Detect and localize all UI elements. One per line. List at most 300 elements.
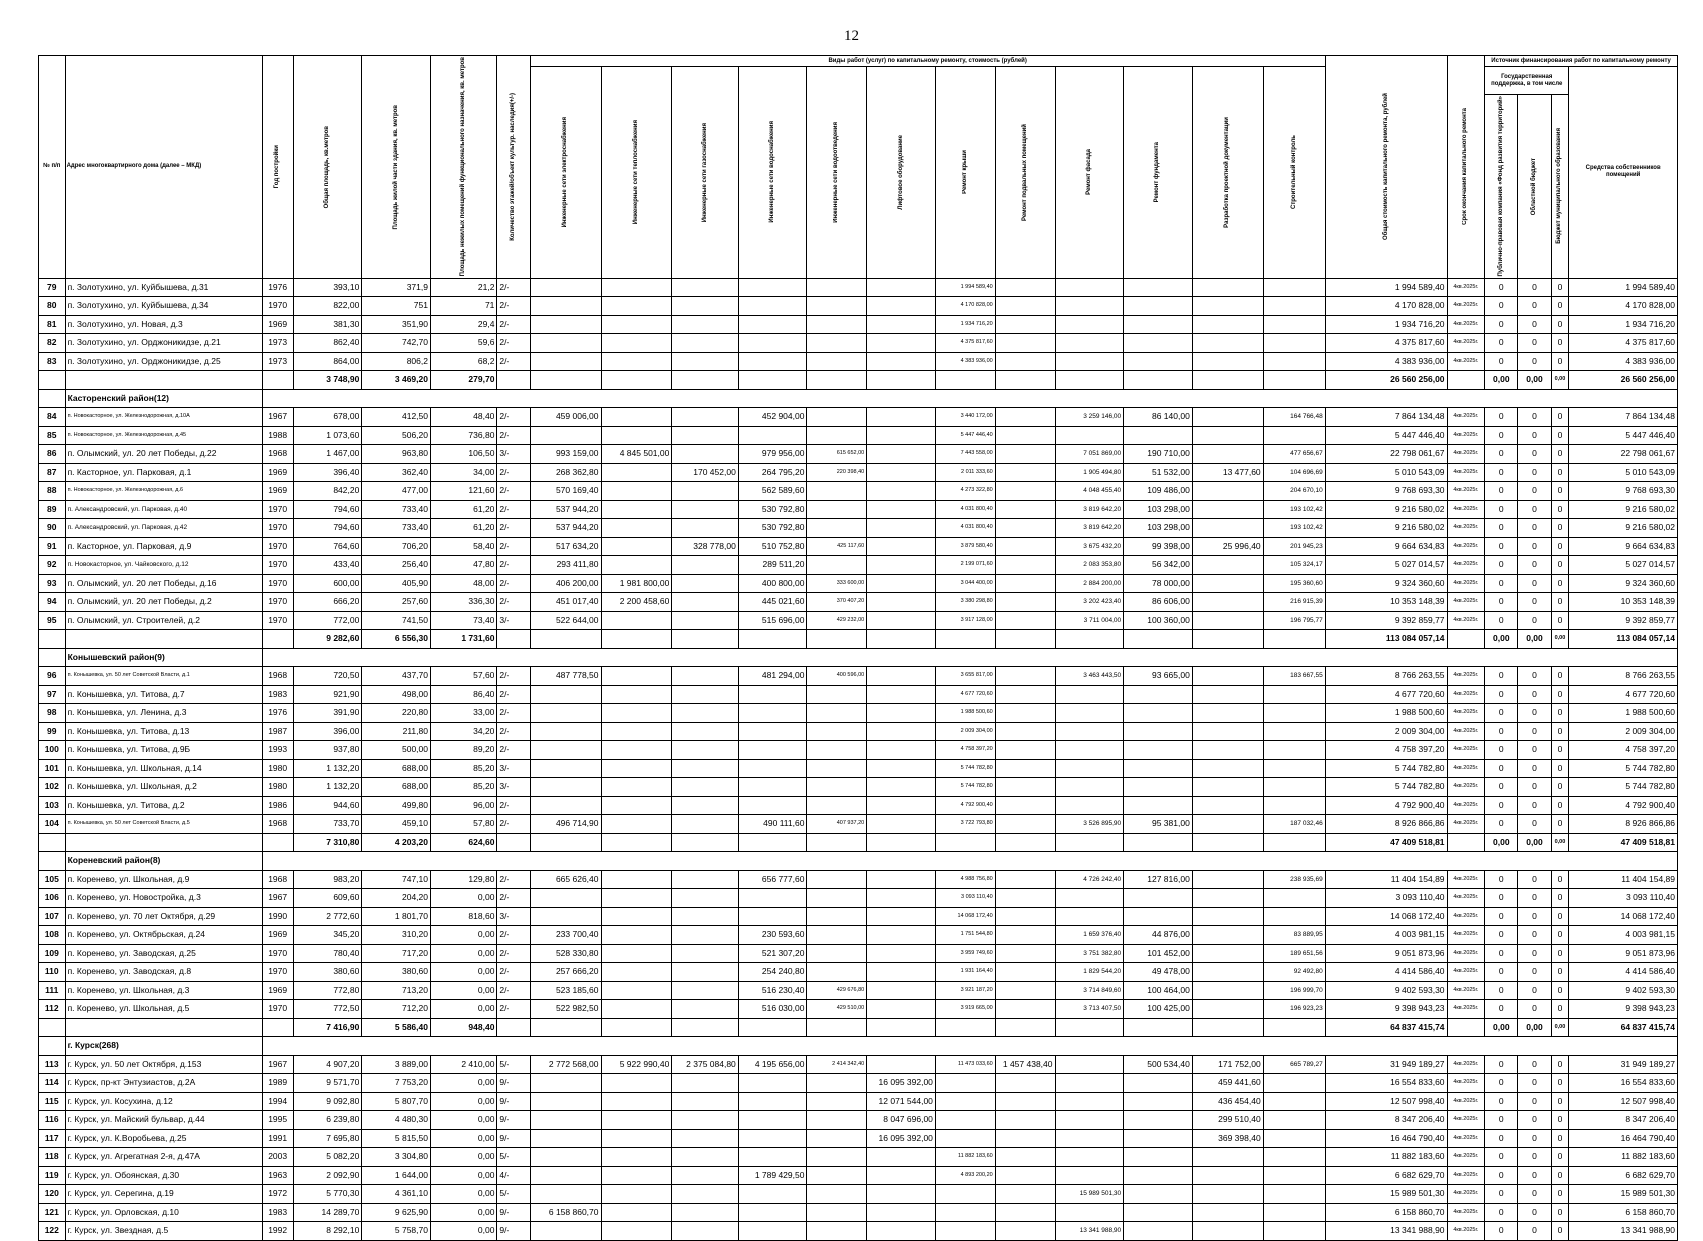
row-roof: 5 447 446,40 — [935, 426, 995, 445]
blank-cell — [1124, 630, 1193, 649]
row-project — [1192, 445, 1263, 464]
row-number: 106 — [39, 889, 66, 908]
row-floors: 2/- — [497, 926, 530, 945]
row-nonres-area: 129,80 — [430, 870, 496, 889]
row-facade — [1055, 1203, 1124, 1222]
row-roof: 4 273 322,80 — [935, 482, 995, 501]
table-row — [39, 463, 1678, 482]
row-region: 0 — [1518, 963, 1551, 982]
row-total-area: 921,90 — [293, 685, 362, 704]
row-owners: 16 554 833,60 — [1569, 1074, 1678, 1093]
row-total-cost: 10 353 148,39 — [1325, 593, 1447, 612]
row-municipal: 0 — [1551, 1203, 1569, 1222]
row-gas — [672, 445, 738, 464]
row-fund: 0 — [1485, 1074, 1518, 1093]
table-row — [39, 981, 1678, 1000]
row-owners: 2 009 304,00 — [1569, 722, 1678, 741]
row-control: 189 651,56 — [1263, 944, 1325, 963]
row-sewer — [807, 408, 867, 427]
row-lift — [867, 815, 936, 834]
row-year: 1994 — [262, 1092, 293, 1111]
row-control — [1263, 278, 1325, 297]
row-gas — [672, 889, 738, 908]
row-number: 96 — [39, 667, 66, 686]
row-living-area: 405,90 — [362, 574, 431, 593]
row-electric: 665 626,40 — [530, 870, 601, 889]
row-municipal: 0 — [1551, 334, 1569, 353]
row-owners: 3 093 110,40 — [1569, 889, 1678, 908]
row-roof — [935, 1129, 995, 1148]
row-total-area: 720,50 — [293, 667, 362, 686]
row-total-cost: 11 882 183,60 — [1325, 1148, 1447, 1167]
row-electric: 268 362,80 — [530, 463, 601, 482]
row-municipal: 0 — [1551, 1092, 1569, 1111]
row-control: 92 492,80 — [1263, 963, 1325, 982]
row-control — [1263, 722, 1325, 741]
row-year: 1969 — [262, 981, 293, 1000]
row-region: 0 — [1518, 741, 1551, 760]
row-project: 436 454,40 — [1192, 1092, 1263, 1111]
district-header-row — [39, 648, 1678, 667]
row-basement — [995, 870, 1055, 889]
table-row — [39, 685, 1678, 704]
blank-cell — [935, 1018, 995, 1037]
row-sewer: 370 407,20 — [807, 593, 867, 612]
row-total-area: 393,10 — [293, 278, 362, 297]
row-deadline: 4кв.2025г. — [1447, 1148, 1485, 1167]
row-region: 0 — [1518, 944, 1551, 963]
row-year: 1970 — [262, 593, 293, 612]
row-floors: 4/- — [497, 1166, 530, 1185]
row-project — [1192, 593, 1263, 612]
row-address: п. Коренево, ул. Заводская, д.25 — [65, 944, 262, 963]
row-lift — [867, 352, 936, 371]
row-roof: 3 722 793,80 — [935, 815, 995, 834]
table-row — [39, 1148, 1678, 1167]
row-facade — [1055, 741, 1124, 760]
row-fund: 0 — [1485, 556, 1518, 575]
row-deadline: 4кв.2025г. — [1447, 1166, 1485, 1185]
row-heat — [601, 1092, 672, 1111]
blank-cell — [867, 371, 936, 390]
header-w-control: Строительный контроль — [1290, 135, 1297, 210]
row-deadline: 4кв.2025г. — [1447, 1129, 1485, 1148]
row-fund: 0 — [1485, 426, 1518, 445]
row-total-cost: 16 554 833,60 — [1325, 1074, 1447, 1093]
blank-cell — [601, 1018, 672, 1037]
row-total-area: 6 239,80 — [293, 1111, 362, 1130]
blank-cell — [601, 371, 672, 390]
row-address: п. Коренево, ул. Октябрьская, д.24 — [65, 926, 262, 945]
row-foundation: 100 360,00 — [1124, 611, 1193, 630]
row-total-cost: 6 682 629,70 — [1325, 1166, 1447, 1185]
blank-cell — [1055, 833, 1124, 852]
row-floors: 2/- — [497, 500, 530, 519]
row-living-area: 5 807,70 — [362, 1092, 431, 1111]
row-floors: 2/- — [497, 981, 530, 1000]
row-control — [1263, 889, 1325, 908]
row-total-area: 9 571,70 — [293, 1074, 362, 1093]
row-foundation — [1124, 315, 1193, 334]
row-fund: 0 — [1485, 519, 1518, 538]
row-control — [1263, 315, 1325, 334]
row-basement — [995, 796, 1055, 815]
blank-cell — [1055, 371, 1124, 390]
table-row — [39, 519, 1678, 538]
row-deadline: 4кв.2025г. — [1447, 426, 1485, 445]
blank-cell — [39, 389, 66, 408]
row-gas — [672, 408, 738, 427]
row-sewer — [807, 685, 867, 704]
row-control — [1263, 759, 1325, 778]
row-heat — [601, 408, 672, 427]
row-municipal: 0 — [1551, 963, 1569, 982]
row-heat — [601, 944, 672, 963]
row-foundation: 101 452,00 — [1124, 944, 1193, 963]
row-total-cost: 1 988 500,60 — [1325, 704, 1447, 723]
row-fund: 0 — [1485, 741, 1518, 760]
blank-cell — [262, 852, 1677, 871]
row-foundation: 127 816,00 — [1124, 870, 1193, 889]
row-heat — [601, 963, 672, 982]
row-electric: 570 169,40 — [530, 482, 601, 501]
row-address: г. Курск, ул. Орловская, д.10 — [65, 1203, 262, 1222]
row-living-area: 310,20 — [362, 926, 431, 945]
row-water: 530 792,80 — [738, 500, 807, 519]
row-basement: 1 457 438,40 — [995, 1055, 1055, 1074]
table-row — [39, 1000, 1678, 1019]
row-address: п. Конышевка, ул. Титова, д.9Б — [65, 741, 262, 760]
row-owners: 11 404 154,89 — [1569, 870, 1678, 889]
blank-cell — [807, 371, 867, 390]
row-total-cost: 4 003 981,15 — [1325, 926, 1447, 945]
row-sewer — [807, 297, 867, 316]
row-basement — [995, 519, 1055, 538]
row-region: 0 — [1518, 1092, 1551, 1111]
row-number: 93 — [39, 574, 66, 593]
row-gas — [672, 741, 738, 760]
row-facade — [1055, 1055, 1124, 1074]
subtotal-total-cost: 113 084 057,14 — [1325, 630, 1447, 649]
row-roof: 5 744 782,80 — [935, 759, 995, 778]
row-facade: 3 751 382,80 — [1055, 944, 1124, 963]
row-electric — [530, 796, 601, 815]
row-municipal: 0 — [1551, 315, 1569, 334]
row-owners: 9 402 593,30 — [1569, 981, 1678, 1000]
row-owners: 31 949 189,27 — [1569, 1055, 1678, 1074]
row-total-area: 345,20 — [293, 926, 362, 945]
row-project — [1192, 1166, 1263, 1185]
row-foundation — [1124, 1148, 1193, 1167]
table-row — [39, 556, 1678, 575]
table-row — [39, 1185, 1678, 1204]
subtotal-fund: 0,00 — [1485, 1018, 1518, 1037]
subtotal-total-cost: 47 409 518,81 — [1325, 833, 1447, 852]
row-lift — [867, 482, 936, 501]
row-foundation — [1124, 907, 1193, 926]
row-address: п. Олымский, ул. 20 лет Победы, д.2 — [65, 593, 262, 612]
row-electric: 528 330,80 — [530, 944, 601, 963]
blank-cell — [530, 833, 601, 852]
row-owners: 4 792 900,40 — [1569, 796, 1678, 815]
row-deadline: 4кв.2025г. — [1447, 1111, 1485, 1130]
row-region: 0 — [1518, 463, 1551, 482]
row-region: 0 — [1518, 981, 1551, 1000]
row-total-area: 764,60 — [293, 537, 362, 556]
blank-cell — [1447, 371, 1485, 390]
row-heat — [601, 500, 672, 519]
row-lift — [867, 1203, 936, 1222]
row-lift — [867, 593, 936, 612]
row-fund: 0 — [1485, 963, 1518, 982]
row-control: 477 656,67 — [1263, 445, 1325, 464]
row-electric: 293 411,80 — [530, 556, 601, 575]
subtotal-fund: 0,00 — [1485, 371, 1518, 390]
row-sewer — [807, 963, 867, 982]
header-total-area: Общая площадь, кв.метров — [324, 125, 330, 208]
row-sewer: 615 652,00 — [807, 445, 867, 464]
row-control — [1263, 741, 1325, 760]
row-total-cost: 14 068 172,40 — [1325, 907, 1447, 926]
row-total-area: 14 289,70 — [293, 1203, 362, 1222]
row-fund: 0 — [1485, 926, 1518, 945]
row-municipal: 0 — [1551, 759, 1569, 778]
header-sources-group: Источник финансирования работ по капитальному ремонту — [1485, 56, 1678, 67]
row-total-area: 391,90 — [293, 704, 362, 723]
row-control — [1263, 704, 1325, 723]
row-address: п. Александровский, ул. Парковая, д.42 — [65, 519, 262, 538]
row-nonres-area: 57,80 — [430, 815, 496, 834]
row-fund: 0 — [1485, 1222, 1518, 1241]
row-total-area: 600,00 — [293, 574, 362, 593]
table-row — [39, 907, 1678, 926]
row-project — [1192, 704, 1263, 723]
row-foundation — [1124, 778, 1193, 797]
row-heat — [601, 426, 672, 445]
blank-cell — [65, 1018, 262, 1037]
row-project — [1192, 796, 1263, 815]
row-living-area: 713,20 — [362, 981, 431, 1000]
blank-cell — [262, 389, 1677, 408]
row-floors: 5/- — [497, 1055, 530, 1074]
row-fund: 0 — [1485, 482, 1518, 501]
row-heat — [601, 778, 672, 797]
row-nonres-area: 0,00 — [430, 1148, 496, 1167]
row-lift — [867, 463, 936, 482]
subtotal-living-area: 5 586,40 — [362, 1018, 431, 1037]
row-gas — [672, 1092, 738, 1111]
row-gas — [672, 907, 738, 926]
row-electric — [530, 741, 601, 760]
subtotal-municipal: 0,00 — [1551, 371, 1569, 390]
row-gas — [672, 352, 738, 371]
row-region: 0 — [1518, 519, 1551, 538]
row-owners: 8 926 866,86 — [1569, 815, 1678, 834]
row-electric — [530, 1166, 601, 1185]
header-w-electric: Инженерные сети электроснабжения — [562, 117, 569, 228]
row-heat — [601, 926, 672, 945]
row-nonres-area: 59,6 — [430, 334, 496, 353]
row-owners: 22 798 061,67 — [1569, 445, 1678, 464]
row-total-cost: 4 414 586,40 — [1325, 963, 1447, 982]
row-living-area: 733,40 — [362, 500, 431, 519]
header-w-gas: Инженерные сети газоснабжения — [701, 122, 708, 222]
row-facade: 1 905 494,80 — [1055, 463, 1124, 482]
row-foundation: 109 486,00 — [1124, 482, 1193, 501]
row-lift — [867, 1148, 936, 1167]
row-living-area: 706,20 — [362, 537, 431, 556]
table-row — [39, 870, 1678, 889]
row-heat: 1 981 800,00 — [601, 574, 672, 593]
subtotal-total-cost: 64 837 415,74 — [1325, 1018, 1447, 1037]
blank-cell — [1263, 371, 1325, 390]
row-owners: 4 758 397,20 — [1569, 741, 1678, 760]
row-deadline: 4кв.2025г. — [1447, 352, 1485, 371]
row-water — [738, 315, 807, 334]
row-heat — [601, 1111, 672, 1130]
row-region: 0 — [1518, 315, 1551, 334]
row-foundation — [1124, 1129, 1193, 1148]
row-deadline: 4кв.2025г. — [1447, 741, 1485, 760]
row-total-cost: 7 864 134,48 — [1325, 408, 1447, 427]
blank-cell — [262, 1018, 293, 1037]
row-project — [1192, 1203, 1263, 1222]
blank-cell — [262, 630, 293, 649]
row-nonres-area: 0,00 — [430, 981, 496, 1000]
row-total-cost: 9 324 360,60 — [1325, 574, 1447, 593]
row-floors: 2/- — [497, 741, 530, 760]
row-fund: 0 — [1485, 463, 1518, 482]
row-year: 1970 — [262, 537, 293, 556]
row-lift — [867, 944, 936, 963]
row-foundation — [1124, 1111, 1193, 1130]
row-foundation: 86 140,00 — [1124, 408, 1193, 427]
row-lift — [867, 796, 936, 815]
row-fund: 0 — [1485, 1203, 1518, 1222]
row-project — [1192, 1185, 1263, 1204]
row-region: 0 — [1518, 778, 1551, 797]
row-nonres-area: 73,40 — [430, 611, 496, 630]
header-w-foundation: Ремонт фундамента — [1154, 142, 1161, 203]
row-total-cost: 8 926 866,86 — [1325, 815, 1447, 834]
row-year: 1968 — [262, 445, 293, 464]
row-lift — [867, 889, 936, 908]
subtotal-living-area: 6 556,30 — [362, 630, 431, 649]
row-electric — [530, 352, 601, 371]
row-municipal: 0 — [1551, 445, 1569, 464]
row-facade — [1055, 1074, 1124, 1093]
row-basement — [995, 482, 1055, 501]
row-basement — [995, 981, 1055, 1000]
row-number: 94 — [39, 593, 66, 612]
table-row — [39, 944, 1678, 963]
capital-repair-table — [38, 55, 1678, 1241]
row-year: 1988 — [262, 426, 293, 445]
row-total-cost: 4 170 828,00 — [1325, 297, 1447, 316]
row-sewer — [807, 1185, 867, 1204]
row-year: 1972 — [262, 1185, 293, 1204]
row-floors: 2/- — [497, 334, 530, 353]
row-number: 83 — [39, 352, 66, 371]
row-floors: 2/- — [497, 463, 530, 482]
table-row — [39, 815, 1678, 834]
subtotal-row — [39, 1018, 1678, 1037]
row-total-cost: 1 994 589,40 — [1325, 278, 1447, 297]
row-deadline: 4кв.2025г. — [1447, 1074, 1485, 1093]
row-living-area: 1 801,70 — [362, 907, 431, 926]
row-deadline: 4кв.2025г. — [1447, 593, 1485, 612]
row-municipal: 0 — [1551, 1055, 1569, 1074]
row-address: п. Касторное, ул. Парковая, д.1 — [65, 463, 262, 482]
row-control: 183 667,55 — [1263, 667, 1325, 686]
row-water — [738, 1129, 807, 1148]
row-water: 562 589,60 — [738, 482, 807, 501]
row-fund: 0 — [1485, 611, 1518, 630]
row-basement — [995, 574, 1055, 593]
row-heat — [601, 519, 672, 538]
table-row — [39, 926, 1678, 945]
row-heat — [601, 889, 672, 908]
row-total-cost: 4 375 817,60 — [1325, 334, 1447, 353]
blank-cell — [1124, 371, 1193, 390]
row-year: 1987 — [262, 722, 293, 741]
row-lift — [867, 1222, 936, 1241]
row-nonres-area: 71 — [430, 297, 496, 316]
row-fund: 0 — [1485, 1185, 1518, 1204]
row-foundation — [1124, 1222, 1193, 1241]
row-heat — [601, 1203, 672, 1222]
blank-cell — [262, 648, 1677, 667]
row-number: 113 — [39, 1055, 66, 1074]
row-address: г. Курск, пр-кт Энтузиастов, д.2А — [65, 1074, 262, 1093]
row-floors: 2/- — [497, 482, 530, 501]
row-sewer — [807, 796, 867, 815]
row-heat — [601, 611, 672, 630]
row-municipal: 0 — [1551, 556, 1569, 575]
table-row — [39, 408, 1678, 427]
row-sewer — [807, 870, 867, 889]
row-address: п. Золотухино, ул. Орджоникидзе, д.21 — [65, 334, 262, 353]
row-facade — [1055, 907, 1124, 926]
subtotal-region: 0,00 — [1518, 371, 1551, 390]
row-municipal: 0 — [1551, 685, 1569, 704]
table-row — [39, 482, 1678, 501]
row-sewer — [807, 1203, 867, 1222]
row-total-cost: 3 093 110,40 — [1325, 889, 1447, 908]
row-facade: 3 259 146,00 — [1055, 408, 1124, 427]
row-electric — [530, 889, 601, 908]
row-foundation: 56 342,00 — [1124, 556, 1193, 575]
blank-cell — [262, 1037, 1677, 1056]
row-gas — [672, 667, 738, 686]
row-foundation: 100 425,00 — [1124, 1000, 1193, 1019]
row-facade — [1055, 1111, 1124, 1130]
row-year: 1970 — [262, 500, 293, 519]
row-electric — [530, 1092, 601, 1111]
row-owners: 4 003 981,15 — [1569, 926, 1678, 945]
row-water — [738, 426, 807, 445]
row-roof: 3 093 110,40 — [935, 889, 995, 908]
row-municipal: 0 — [1551, 500, 1569, 519]
row-facade — [1055, 685, 1124, 704]
row-heat — [601, 352, 672, 371]
blank-cell — [807, 630, 867, 649]
row-deadline: 4кв.2025г. — [1447, 685, 1485, 704]
row-roof: 1 988 500,60 — [935, 704, 995, 723]
row-roof: 4 893 200,20 — [935, 1166, 995, 1185]
blank-cell — [807, 1018, 867, 1037]
row-owners: 9 216 580,02 — [1569, 519, 1678, 538]
